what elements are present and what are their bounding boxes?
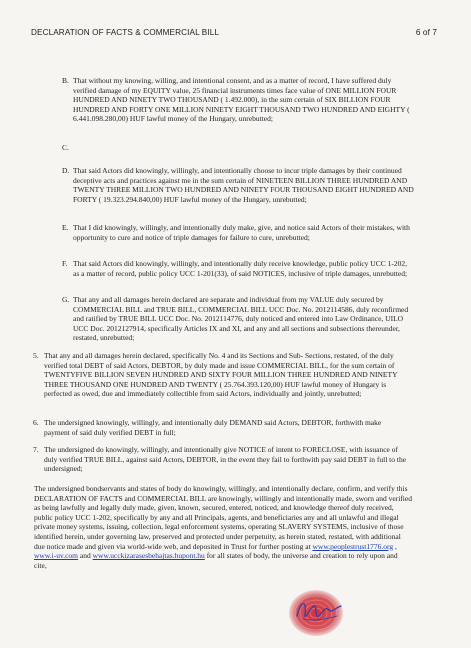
list-item-e	[62, 223, 415, 242]
item-text: The undersigned do knowingly, willingly, and intentionally give NOTICE of intent to FORECLOSE, with issuance of duly verified TRUE BILL, against said Actors, DEBTOR, in the event they fail to forthwith pay said DEBT in full to the undersigned;	[44, 445, 407, 474]
list-item-b	[62, 76, 415, 124]
item-label: 5.	[33, 351, 39, 360]
item-text: That any and all damages herein declared, specifically No. 4 and its Sections and Sub- Sections, restated, of the duly verified total DEBT of said Actors, DEBTOR, by duly made and issue COMMERCIAL BILL, for the sum certain of TWENTYFIVE BILLION SEVEN HUNDRED AND SIXTY FOUR MILLION THREE HUNDRED AND NINETY THREE THOUSAND ONE HUNDRED AND TWENTY ( 25.764.393.120,00) HUF lawful money of Hungary is perfected as owed, due and immediately collectible from said Actors, individually and jointly, unrebutted;	[44, 351, 398, 399]
list-item-7	[33, 445, 408, 474]
closing-text: The undersigned bondservants and states of body do knowingly, willingly, and intentionally declare, confirm, and verify this DECLARATION OF FACTS and COMMERCIAL BILL are knowingly, willingly and intentionally made, sworn and verified as being lawfully and legally duly made, given, known, secured, entered, noticed, and knowledge thereof duly received, public policy UCC 1-202, specifically by any and all Principals, agents, and beneficiaries any and all unlawful and illegal private money systems, issuing, collection, legal enforcement systems, operating SLAVERY SYSTEMS, inclusive of those identified herein, under governing law, preserved and protected under perpetuity, as herein stated, restated, with additional due notice made and given via world-wide web, and deposited in Trust for further posting at	[34, 484, 412, 551]
item-text: That without my knowing, willing, and intentional consent, and as a matter of record, I have suffered duly verified damage of my EQUITY value, 25 financial instruments times face value of ONE MILLION FOUR HUNDRED AND NINETY TWO THOUSAND ( 1.492.000), in the sum certain of SIX BILLION FOUR HUNDRED AND FORTY ONE MILLION NINETY EIGHT THOUSAND TWO HUNDRED AND EIGHTY ( 6.441.098.280,00) HUF lawful money of the Hungary, unrebutted;	[73, 76, 410, 124]
item-text: That said Actors did knowingly, willingly, and intentionally choose to incur triple damages by their continued deceptive acts and practices against me in the sum certain of NINETEEN BILLION THREE HUNDRED AND TWENTY THREE MILLION TWO HUNDRED AND NINETY FOUR THOUSAND EIGHT HUNDRED AND FORTY ( 19.323.294.840,00) HUF lawful money of the Hungary, unrebutted;	[73, 166, 414, 204]
closing-paragraph	[34, 484, 412, 570]
iuv-link[interactable]: www.i-uv.com	[34, 551, 79, 561]
item-label: C.	[62, 143, 69, 152]
list-item-g	[62, 295, 415, 343]
item-text: That I did knowingly, willingly, and intentionally duly make, give, and notice said Actors of their mistakes, with opportunity to cure and notice of triple damages for failure to cure, unrebutted;	[73, 223, 410, 242]
item-text: That said Actors did knowingly, willingly, and intentionally duly receive knowledge, public policy UCC 1-202, as a matter of record, public policy UCC 1-201(33), of said NOTICES, inclusive of triple damages, unrebutted;	[73, 259, 408, 278]
link-separator: ,	[393, 541, 397, 551]
item-label: F.	[62, 259, 68, 268]
closing-text-end: for all states of body, the universe and creation to rely upon and cite,	[34, 551, 398, 570]
thumbprint-seal-icon	[283, 586, 351, 638]
page-header	[31, 28, 437, 40]
item-label: 6.	[33, 418, 39, 427]
hupont-link[interactable]: www.ucckizarasesbehajtas.hupont.hu	[92, 551, 205, 561]
list-item-6	[33, 418, 408, 437]
document-title: DECLARATION OF FACTS & COMMERCIAL BILL	[31, 28, 220, 37]
item-label: D.	[62, 166, 70, 175]
item-label: E.	[62, 223, 69, 232]
item-label: B.	[62, 76, 69, 85]
list-item-5	[33, 351, 408, 399]
list-item-d	[62, 166, 415, 204]
item-label: 7.	[33, 445, 39, 454]
peoplestrust-link[interactable]: www.peoplestrust1776.org	[312, 541, 394, 551]
list-item-f	[62, 259, 415, 278]
and-text: and	[78, 551, 91, 561]
page-number: 6 of 7	[415, 28, 437, 37]
item-label: G.	[62, 295, 70, 304]
item-text: That any and all damages herein declared are separate and individual from my VALUE duly secured by COMMERCIAL BILL and TRUE BILL, COMMERCIAL BILL UCC Doc. No. 2012114586, duly reconfirmed and ratified by TRUE BILL UCC Doc. No. 2012114776, duly noticed and entered into Law Ordinance, UILO UCC Doc. 2012127914, specifically Articles IX and XI, and any and all sections and subsections thereunder, restated, unrebutted;	[73, 295, 409, 343]
item-text: The undersigned knowingly, willingly, and intentionally duly DEMAND said Actors, DEBTOR, forthwith make payment of said duly verified DEBT in full;	[44, 418, 382, 437]
